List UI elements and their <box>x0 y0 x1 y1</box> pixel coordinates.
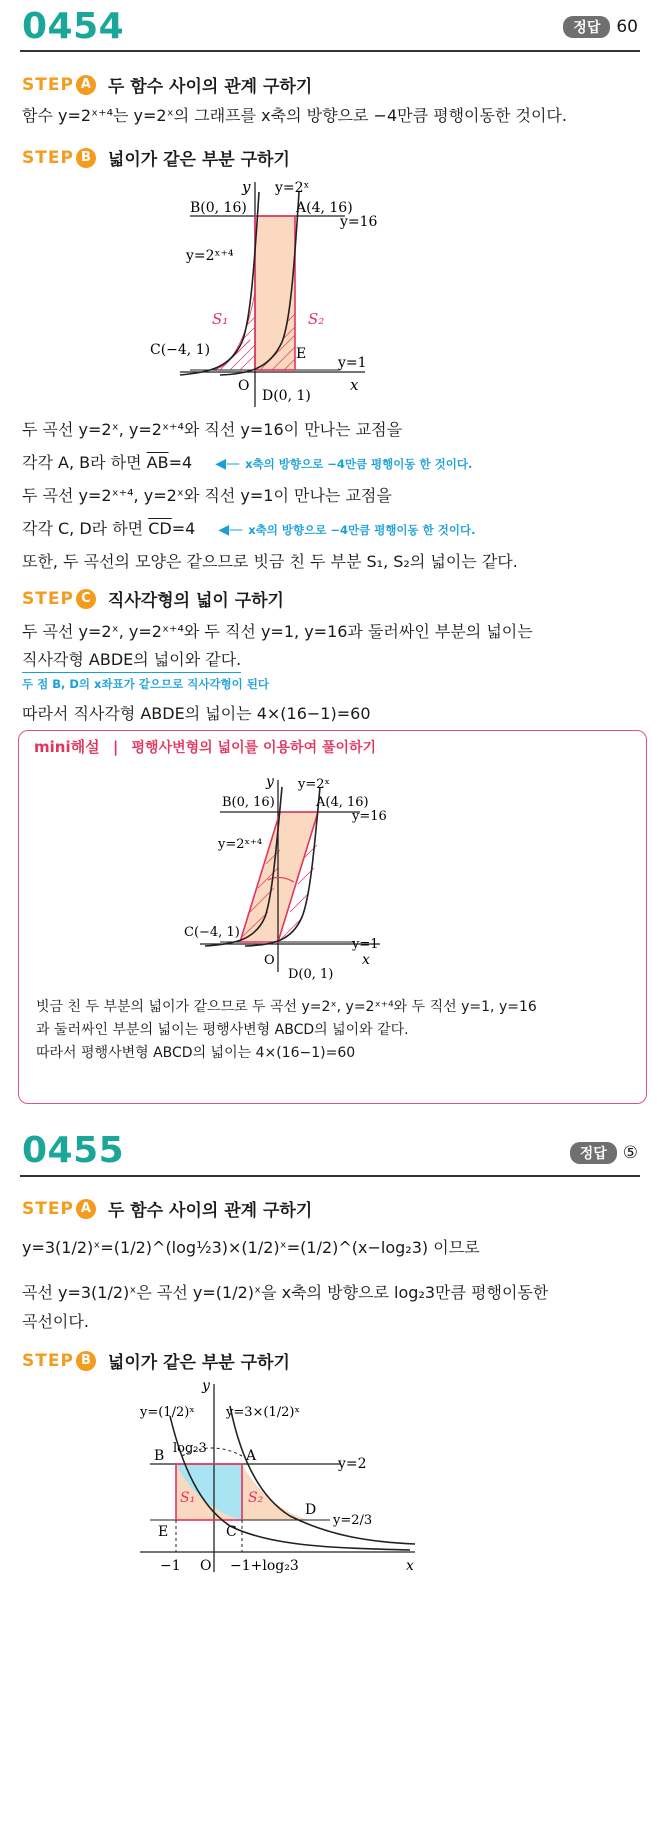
step-word: STEP <box>22 1198 74 1219</box>
curve-2x-label: y=2ˣ <box>275 180 310 196</box>
step-a-heading <box>22 72 312 97</box>
problem-number: 0455 <box>22 1130 125 1171</box>
divider <box>20 1175 640 1177</box>
curve-2x4-label: y=2ˣ⁺⁴ <box>218 837 263 852</box>
curve-half-label: y=(1/2)ˣ <box>140 1405 195 1420</box>
problem-number: 0454 <box>22 6 125 47</box>
step-b-line4 <box>22 517 475 542</box>
tick-minus-one: −1 <box>160 1558 181 1574</box>
mini-text-3: 따라서 평행사변형 ABCD의 넓이는 4×(16−1)=60 <box>36 1045 356 1061</box>
point-d-label: D <box>305 1502 317 1518</box>
step-b-heading <box>22 145 290 170</box>
step-title: 두 함수 사이의 관계 구하기 <box>107 1201 313 1221</box>
step-b-heading <box>22 1348 290 1373</box>
rectangle-abde <box>255 216 295 370</box>
arrow-left-icon: ◀— <box>215 456 241 472</box>
point-b-label: B(0, 16) <box>190 200 247 216</box>
line-16-label: y=16 <box>340 214 378 230</box>
curve-3half <box>230 1406 415 1544</box>
origin-label: O <box>200 1558 212 1574</box>
step-letter: B <box>76 1351 96 1371</box>
y-label: y <box>266 774 274 790</box>
y-label: y <box>242 178 251 196</box>
graph-exponential-shift <box>150 172 410 412</box>
answer-value: ⑤ <box>622 1143 638 1163</box>
step-a-line2: 곡선 y=3(1/2)ˣ은 곡선 y=(1/2)ˣ을 x축의 방향으로 log₂3만큼 평행이동한 <box>22 1283 549 1302</box>
step-letter: B <box>76 148 96 168</box>
step-letter: A <box>76 1199 96 1219</box>
mini-solution-header <box>34 736 376 757</box>
s2-label: S₂ <box>248 1490 264 1506</box>
step-word: STEP <box>22 147 74 168</box>
text: 각각 C, D라 하면 <box>22 519 144 538</box>
mini-text-2: 과 둘러싸인 부분의 넓이는 평행사변형 ABCD의 넓이와 같다. <box>36 1022 409 1038</box>
step-b-line2 <box>22 451 472 476</box>
s1-label: S₁ <box>180 1490 196 1506</box>
log-label: log₂3 <box>173 1441 207 1456</box>
point-d-label: D(0, 1) <box>262 388 311 404</box>
note: x축의 방향으로 −4만큼 평행이동 한 것이다. <box>248 523 476 537</box>
region-s1 <box>213 292 255 370</box>
line-1-label: y=1 <box>352 937 379 952</box>
step-title: 넓이가 같은 부분 구하기 <box>107 150 290 170</box>
step-word: STEP <box>22 1350 74 1371</box>
x-label: x <box>406 1558 414 1574</box>
text: =4 <box>168 453 193 472</box>
step-b-line3: 두 곡선 y=2ˣ⁺⁴, y=2ˣ와 직선 y=1이 만나는 교점을 <box>22 486 392 505</box>
divider-bar: | <box>112 738 119 756</box>
point-e-label: E <box>158 1524 169 1540</box>
tick-right: −1+log₂3 <box>230 1558 299 1574</box>
x-label: x <box>350 376 359 394</box>
step-title: 직사각형의 넓이 구하기 <box>107 591 284 611</box>
point-c-label: C <box>226 1524 237 1540</box>
step-title: 넓이가 같은 부분 구하기 <box>107 1353 290 1373</box>
step-c-line1: 두 곡선 y=2ˣ, y=2ˣ⁺⁴와 두 직선 y=1, y=16과 둘러싸인 부분의 넓이는 <box>22 622 533 641</box>
text: 각각 A, B라 하면 <box>22 453 142 472</box>
point-a-label: A(4, 16) <box>296 200 353 216</box>
step-c-line3: 따라서 직사각형 ABDE의 넓이는 4×(16−1)=60 <box>22 704 371 723</box>
origin-label: O <box>264 953 275 968</box>
note: x축의 방향으로 −4만큼 평행이동 한 것이다. <box>245 457 473 471</box>
step-letter: C <box>76 589 96 609</box>
point-b-label: B <box>154 1448 165 1464</box>
equation: y=3(1/2)ˣ=(1/2)^(log½3)×(1/2)ˣ=(1/2)^(x−log₂3) <box>22 1238 429 1257</box>
step-b-line5: 또한, 두 곡선의 모양은 같으므로 빗금 친 두 부분 S₁, S₂의 넓이는 같다. <box>22 552 518 571</box>
step-a-heading <box>22 1196 312 1221</box>
point-c-label: C(−4, 1) <box>150 342 211 358</box>
mini-label: mini해설 <box>34 738 100 756</box>
step-c-note: 두 점 B, D의 x좌표가 같으므로 직사각형이 된다 <box>22 677 269 691</box>
answer-box <box>563 16 638 38</box>
arrow-left-icon: ◀— <box>218 522 244 538</box>
y-label: y <box>202 1378 210 1394</box>
step-a-line3: 곡선이다. <box>22 1312 89 1331</box>
point-c-label: C(−4, 1) <box>184 925 240 940</box>
step-c-line2: 직사각형 ABDE의 넓이와 같다. <box>22 648 241 673</box>
curve-3half-label: y=3×(1/2)ˣ <box>226 1405 300 1420</box>
step-c-heading <box>22 586 284 611</box>
point-e-label: E <box>296 346 307 362</box>
mini-text-1: 빗금 친 두 부분의 넓이가 같으므로 두 곡선 y=2ˣ, y=2ˣ⁺⁴와 두 직선 y=1, y=16 <box>36 999 537 1015</box>
step-word: STEP <box>22 74 74 95</box>
graph-parallelogram <box>180 772 420 982</box>
s2-label: S₂ <box>308 310 325 328</box>
origin-label: O <box>238 378 250 394</box>
segment-ab: $\overline{AB}$ <box>146 453 169 472</box>
line-2-label: y=2 <box>338 1456 367 1472</box>
line-1-label: y=1 <box>338 355 367 371</box>
segment-cd: $\overline{CD}$ <box>148 519 172 538</box>
point-b-label: B(0, 16) <box>222 795 275 810</box>
point-a-label: A(4, 16) <box>316 795 369 810</box>
step-a-equation <box>22 1236 480 1260</box>
text: =4 <box>171 519 196 538</box>
text: 이므로 <box>433 1238 480 1257</box>
x-label: x <box>362 952 370 968</box>
curve-2x-label: y=2ˣ <box>298 777 331 792</box>
step-b-line1: 두 곡선 y=2ˣ, y=2ˣ⁺⁴와 직선 y=16이 만나는 교점을 <box>22 420 403 439</box>
step-word: STEP <box>22 588 74 609</box>
step-title: 두 함수 사이의 관계 구하기 <box>107 77 313 97</box>
divider <box>20 50 640 52</box>
point-d-label: D(0, 1) <box>288 967 334 982</box>
line-16-label: y=16 <box>352 809 387 824</box>
step-letter: A <box>76 75 96 95</box>
mini-title: 평행사변형의 넓이를 이용하여 풀이하기 <box>131 740 377 756</box>
step-a-text: 함수 y=2ˣ⁺⁴는 y=2ˣ의 그래프를 x축의 방향으로 −4만큼 평행이동한 것이다. <box>22 106 567 125</box>
answer-box <box>570 1142 638 1164</box>
graph-half-power <box>130 1376 430 1576</box>
answer-value: 60 <box>616 17 638 37</box>
s1-label: S₁ <box>212 310 229 328</box>
curve-2x4-label: y=2ˣ⁺⁴ <box>186 248 234 264</box>
answer-label: 정답 <box>563 16 610 38</box>
point-a-label: A <box>246 1448 257 1464</box>
line-23-label: y=2/3 <box>333 1513 373 1528</box>
answer-label: 정답 <box>570 1142 617 1164</box>
